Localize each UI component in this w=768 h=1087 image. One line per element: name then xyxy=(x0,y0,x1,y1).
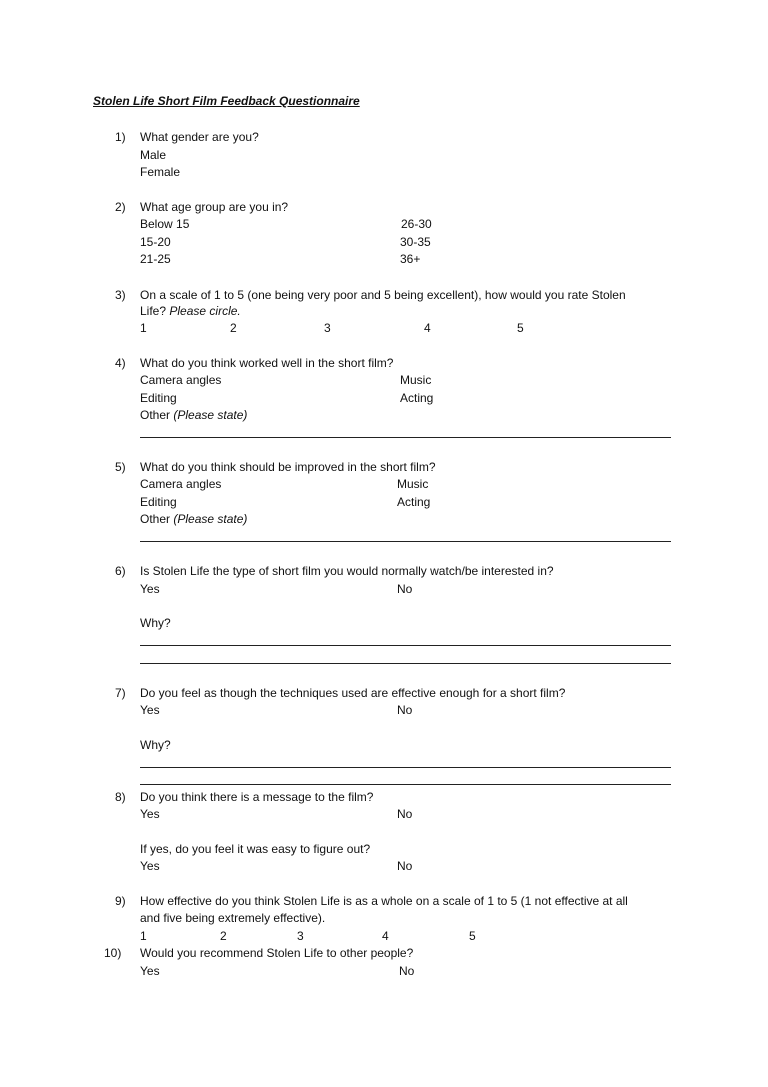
scale-option: 3 xyxy=(297,929,304,943)
option-age: Below 15 xyxy=(140,217,190,231)
option-other: Other (Please state) xyxy=(140,512,248,526)
question-number: 5) xyxy=(115,460,126,474)
option-female: Female xyxy=(140,165,181,179)
option-age: 26-30 xyxy=(401,217,432,231)
why-label: Why? xyxy=(140,616,171,630)
scale-option: 5 xyxy=(469,929,476,943)
option-no: No xyxy=(397,859,413,873)
question-number: 4) xyxy=(115,356,126,370)
question-text: What gender are you? xyxy=(140,130,259,144)
answer-line xyxy=(140,541,671,542)
option-yes: Yes xyxy=(140,964,160,978)
question-number: 10) xyxy=(104,946,122,960)
option-no: No xyxy=(397,807,413,821)
instruction-note: Please circle. xyxy=(169,304,241,318)
answer-line xyxy=(140,767,671,768)
question-text: Would you recommend Stolen Life to other people? xyxy=(140,946,414,960)
scale-option: 4 xyxy=(382,929,389,943)
question-text: Is Stolen Life the type of short film you would normally watch/be interested in? xyxy=(140,564,554,578)
scale-option: 1 xyxy=(140,929,147,943)
option-yes: Yes xyxy=(140,703,160,717)
followup-question: If yes, do you feel it was easy to figure out? xyxy=(140,842,371,856)
option-age: 30-35 xyxy=(400,235,431,249)
question-text: What do you think should be improved in the short film? xyxy=(140,460,436,474)
option-other: Other (Please state) xyxy=(140,408,248,422)
question-text: How effective do you think Stolen Life is as a whole on a scale of 1 to 5 (1 not effective at all xyxy=(140,894,628,908)
option-music: Music xyxy=(400,373,432,387)
scale-option: 1 xyxy=(140,321,147,335)
question-text: Do you think there is a message to the film? xyxy=(140,790,374,804)
scale-option: 2 xyxy=(220,929,227,943)
option-yes: Yes xyxy=(140,807,160,821)
question-number: 8) xyxy=(115,790,126,804)
option-acting: Acting xyxy=(397,495,431,509)
option-age: 15-20 xyxy=(140,235,171,249)
question-text-continued: and five being extremely effective). xyxy=(140,911,326,925)
question-number: 1) xyxy=(115,130,126,144)
option-camera-angles: Camera angles xyxy=(140,373,222,387)
question-number: 7) xyxy=(115,686,126,700)
option-male: Male xyxy=(140,148,167,162)
question-text: On a scale of 1 to 5 (one being very poor and 5 being excellent), how would you rate Stolen xyxy=(140,288,626,302)
option-acting: Acting xyxy=(400,391,434,405)
question-text: Do you feel as though the techniques used are effective enough for a short film? xyxy=(140,686,566,700)
answer-line xyxy=(140,437,671,438)
option-yes: Yes xyxy=(140,859,160,873)
scale-option: 5 xyxy=(517,321,524,335)
option-camera-angles: Camera angles xyxy=(140,477,222,491)
option-editing: Editing xyxy=(140,391,177,405)
question-number: 2) xyxy=(115,200,126,214)
why-label: Why? xyxy=(140,738,171,752)
option-age: 21-25 xyxy=(140,252,171,266)
scale-option: 2 xyxy=(230,321,237,335)
question-number: 3) xyxy=(115,288,126,302)
page-title: Stolen Life Short Film Feedback Questionnaire xyxy=(93,94,360,108)
question-number: 6) xyxy=(115,564,126,578)
answer-line xyxy=(140,663,671,664)
scale-option: 4 xyxy=(424,321,431,335)
scale-option: 3 xyxy=(324,321,331,335)
option-no: No xyxy=(397,703,413,717)
option-no: No xyxy=(399,964,415,978)
question-text: What do you think worked well in the short film? xyxy=(140,356,394,370)
option-age: 36+ xyxy=(400,252,421,266)
answer-line xyxy=(140,645,671,646)
question-number: 9) xyxy=(115,894,126,908)
answer-line xyxy=(140,784,671,785)
option-yes: Yes xyxy=(140,582,160,596)
question-text: What age group are you in? xyxy=(140,200,289,214)
option-no: No xyxy=(397,582,413,596)
option-music: Music xyxy=(397,477,429,491)
option-editing: Editing xyxy=(140,495,177,509)
question-text-continued: Life? Please circle. xyxy=(140,304,241,318)
